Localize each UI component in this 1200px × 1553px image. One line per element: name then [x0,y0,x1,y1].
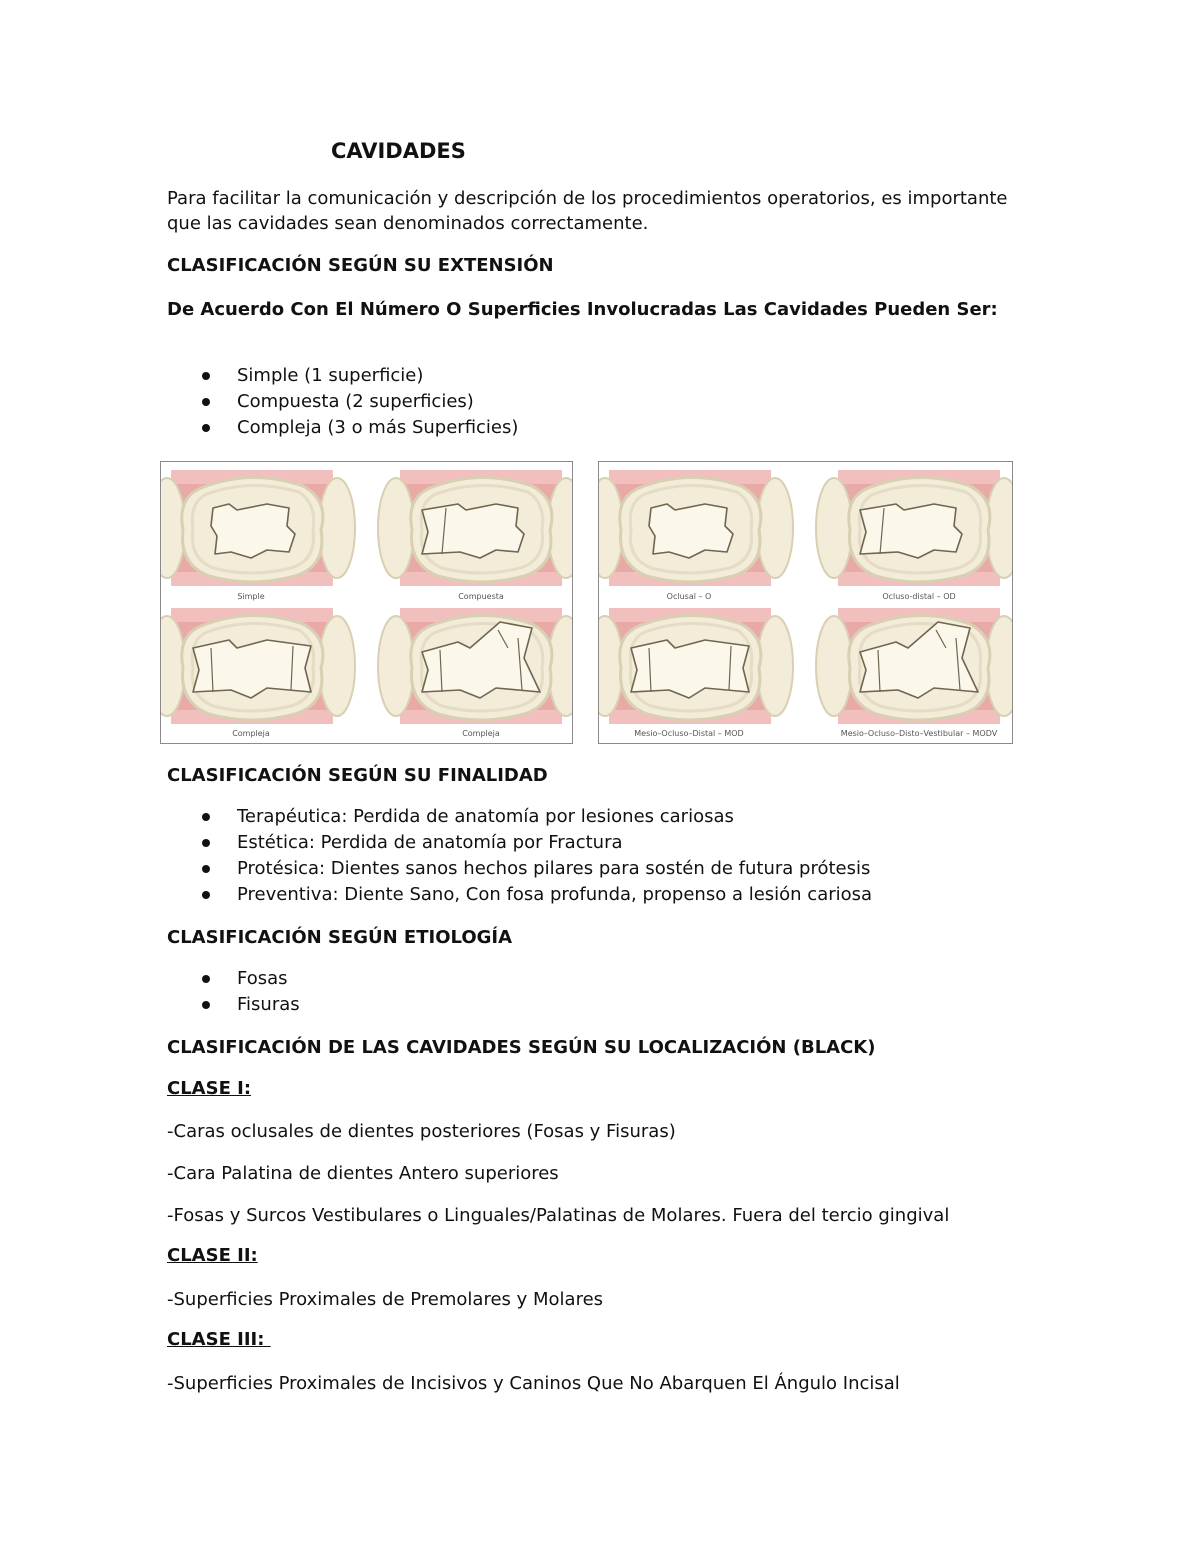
tooth-illustration-surfaces [599,462,1012,743]
list-item: Fisuras [167,992,300,1018]
molar-illustration [816,470,1012,586]
tooth-illustration [161,462,572,743]
clase-3-title: CLASE III: [167,1329,271,1350]
list-item: Fosas [167,966,300,992]
figure-label-compleja: Compleja [232,729,270,738]
list-item: Protésica: Dientes sanos hechos pilares para sostén de futura prótesis [167,856,872,882]
molar-illustration [816,608,1012,724]
list-item: Terapéutica: Perdida de anatomía por lesiones cariosas [167,804,872,830]
figure-label-modv: Mesio–Ocluso–Disto–Vestibular – MODV [840,729,998,738]
cavity-extension-figure [160,461,573,744]
finalidad-list [167,804,872,908]
molar-illustration [378,608,572,724]
figure-label-oclusal: Oclusal – O [666,592,712,601]
clase-1-line: -Cara Palatina de dientes Antero superiores [167,1163,559,1184]
extension-list [167,363,518,441]
list-item: Preventiva: Diente Sano, Con fosa profunda, propenso a lesión cariosa [167,882,872,908]
figure-label-compleja-2: Compleja [462,729,500,738]
list-item: Simple (1 superficie) [167,363,518,389]
heading-finalidad: CLASIFICACIÓN SEGÚN SU FINALIDAD [167,765,548,786]
figure-label-simple: Simple [237,592,265,601]
heading-extension: CLASIFICACIÓN SEGÚN SU EXTENSIÓN [167,255,554,276]
list-item: Compuesta (2 superficies) [167,389,518,415]
figure-label-ocluso-distal: Ocluso-distal – OD [882,592,956,601]
list-item: Estética: Perdida de anatomía por Fractura [167,830,872,856]
molar-illustration [161,608,355,724]
clase-2-line: -Superficies Proximales de Premolares y Molares [167,1289,604,1310]
clase-2-title: CLASE II: [167,1245,258,1266]
subheading-extension: De Acuerdo Con El Número O Superficies Involucradas Las Cavidades Pueden Ser: [167,299,998,320]
molar-illustration [599,608,793,724]
clase-1-title: CLASE I: [167,1078,252,1099]
figure-label-compuesta: Compuesta [458,592,504,601]
molar-illustration [599,470,793,586]
cavity-surfaces-figure [598,461,1013,744]
figure-label-mod: Mesio–Ocluso–Distal – MOD [634,729,744,738]
list-item: Compleja (3 o más Superficies) [167,415,518,441]
page-title: CAVIDADES [331,139,466,163]
etiologia-list [167,966,300,1018]
clase-3-line: -Superficies Proximales de Incisivos y Caninos Que No Abarquen El Ángulo Incisal [167,1373,900,1394]
heading-etiologia: CLASIFICACIÓN SEGÚN ETIOLOGÍA [167,927,513,948]
intro-paragraph: Para facilitar la comunicación y descripción de los procedimientos operatorios, es importante que las cavidades sean denominados correctamente. [167,188,1008,234]
molar-illustration [161,470,355,586]
clase-1-line: -Caras oclusales de dientes posteriores (Fosas y Fisuras) [167,1121,676,1142]
molar-illustration [378,470,572,586]
clase-1-line: -Fosas y Surcos Vestibulares o Linguales/Palatinas de Molares. Fuera del tercio gingival [167,1205,950,1226]
heading-black: CLASIFICACIÓN DE LAS CAVIDADES SEGÚN SU LOCALIZACIÓN (BLACK) [167,1037,876,1058]
